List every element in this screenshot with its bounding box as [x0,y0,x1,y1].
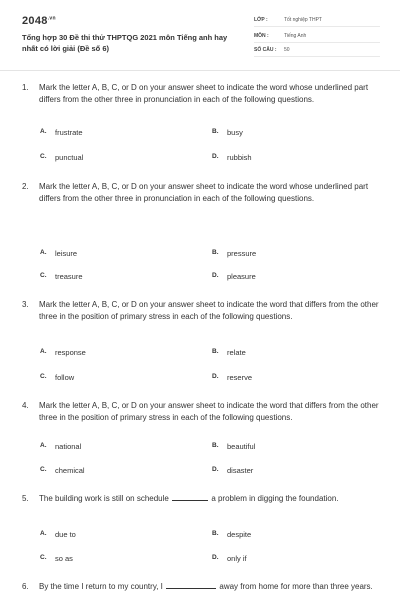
document-header [0,0,400,71]
divider [254,56,380,57]
question-text: Mark the letter A, B, C, or D on your answer sheet to indicate the word whose underlined part differs from the other three in pronunciation in each of the following questions. [39,83,369,104]
meta-value: 50 [284,47,290,53]
question-number: 5. [22,494,29,503]
question-number: 6. [22,582,29,591]
divider [254,42,380,43]
question-number: 4. [22,401,29,410]
answer-blank[interactable] [172,500,208,501]
exam-title: Tổng hợp 30 Đề thi thử THPTQG 2021 môn Tiếng anh hay nhất có lời giải (Đề số 6) [22,33,228,53]
question-number: 2. [22,182,29,191]
exam-page: $2048^{.vn}$ Tổng hợp 30 Đề thi thử THPTQG 2021 môn Tiếng anh hay nhất có lời giải (Đề số 6) LỚP : Tốt nghiệp THPT MÔN : Tiếng Anh SỐ CÂU : 50 1. Mark the letter A, B, C, or D on your answer sheet to indicate the word whose underlined part differs from the other three in pronunciation in each of the following questions. A. frustrate B. busy C. punctual D. rubbish 2. Mark the letter A, B, C, or D on your answer sheet to indicate the word whose underlined part differs from the other three in pronunciation in each of the following questions. A. leisure B. pressure C. treasure D. pleasure 3. Mark the letter A, B, C, or D on your answer sheet to indicate the word that differs from the other three in the position of primary stress in each of the following questions. A. response B. relate C. follow D. reserve 4. Mark the letter A, B, C, or D on your answer sheet to indicate the word that differs from the other three in the position of primary stress in each of the following questions. A. national B. beautiful C. chemical D. disaster 5. The building work is still on schedule a problem in digging the foundation. A. due to B. despite C. so as D. only if 6. By the time I return to my country, I away from home for more than three years. [0,0,400,600]
site-logo[interactable]: $2048^{.vn}$ [22,15,56,27]
question-text: Mark the letter A, B, C, or D on your answer sheet to indicate the word that differs from the other three in the position of primary stress in each of the following questions. [39,401,379,422]
meta-value: Tốt nghiệp THPT [284,17,322,23]
meta-label: LỚP : [254,17,268,23]
question-text: Mark the letter A, B, C, or D on your answer sheet to indicate the word whose underlined part differs from the other three in pronunciation in each of the following questions. [39,182,369,203]
question-text: Mark the letter A, B, C, or D on your answer sheet to indicate the word that differs from the other three in the position of primary stress in each of the following questions. [39,300,379,321]
meta-label: MÔN : [254,33,269,39]
question-number: 1. [22,83,29,92]
divider [254,26,380,27]
answer-blank[interactable] [166,588,216,589]
meta-value: Tiếng Anh [284,33,307,39]
question-text: The building work is still on schedule a problem in digging the foundation. [39,494,339,503]
meta-label: SỐ CÂU : [254,47,277,53]
question-number: 3. [22,300,29,309]
question-text: By the time I return to my country, I away from home for more than three years. [39,582,373,591]
